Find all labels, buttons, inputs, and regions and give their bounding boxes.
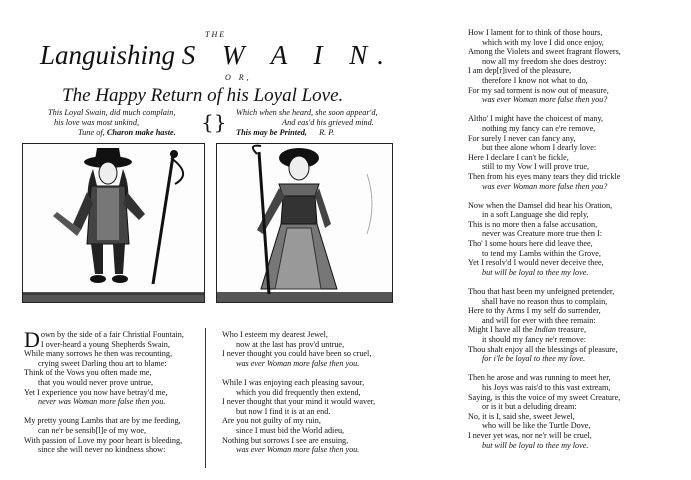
verse-4: [222, 378, 375, 455]
verse-line: Nothing but sorrows I see are ensuing,: [222, 435, 349, 445]
verse-line: Now when the Damsel did hear his Oration,: [468, 200, 613, 210]
woman-figure-icon: [217, 144, 392, 302]
verse-3: [222, 330, 375, 368]
verse-fragment: treasure,: [556, 325, 587, 335]
verse-line: With passion of Love my poor heart is bleeding,: [24, 435, 183, 445]
verse-line: which with my love I did once enjoy,: [482, 37, 604, 47]
verse-line: his Joys was rais'd to this vast extream,: [482, 382, 611, 392]
verse-line: Then he arose and was running to meet her,: [468, 373, 611, 383]
verse-line: My pretty young Lambs that are by me feeding,: [24, 416, 181, 426]
verse-line: but now I find it is at an end.: [236, 406, 331, 416]
title-languishing: Languishing: [40, 40, 176, 70]
verse-line: How I lament for to think of those hours,: [468, 28, 603, 37]
man-figure-icon: [23, 144, 204, 302]
verse-line: therefore I know not what to do,: [482, 75, 588, 85]
verse-1: [24, 327, 184, 407]
verse-line: Thou shalt enjoy all the blessings of pleasure,: [468, 344, 618, 354]
verse-line: Yet I resolv'd I would never deceive thee,: [468, 258, 604, 268]
tune-line: [78, 128, 176, 137]
verse-line: since she will never no kindness show:: [38, 445, 166, 455]
intro-left-line-1: This Loyal Swain, did much complain,: [48, 108, 176, 117]
verse-line: never was Creature more true then I:: [482, 229, 603, 239]
verse-line: Are you not guilty of my ruin,: [222, 416, 321, 426]
verse-refrain: but will be loyal to thee my love.: [482, 440, 589, 450]
verse-8: [468, 287, 621, 364]
verse-line: Then from his eyes many tears they did trickle: [468, 171, 621, 181]
verse-line: I never yet was, nor ne'r will be cruel,: [468, 430, 592, 440]
verse-line: that you would never prove untrue,: [38, 377, 154, 387]
verse-line: While I was enjoying each pleasing savour,: [222, 377, 365, 387]
tune-name: Charon make haste.: [106, 128, 176, 137]
verse-9: [468, 373, 621, 450]
verse-6: [468, 114, 621, 191]
verse-column-3: [468, 28, 621, 450]
verse-line: I am dep[r]ived of the pleasure,: [468, 66, 572, 76]
tune-prefix: Tune of,: [78, 128, 105, 137]
verse-line: Thou that hast been my unfeigned pretender,: [468, 287, 615, 297]
intro-right: [236, 108, 378, 128]
intro-left: [48, 108, 175, 128]
woodcut-man: [22, 143, 205, 303]
license-printed: This may be Printed,: [236, 128, 307, 137]
verse-line: Yet I experience you now have betray'd me,: [24, 387, 168, 397]
verse-refrain: never was Woman more false then you.: [38, 397, 166, 407]
verse-line: Think of the Vows you often made me,: [24, 368, 152, 378]
verse-line: crying sweet Darling thou art to blame:: [38, 358, 167, 368]
title-the: THE: [205, 30, 227, 39]
verse-line: can ne'r be sensib[l]e of my woe,: [38, 425, 147, 435]
verse-line: For my sad torment is now out of measure,: [468, 85, 609, 95]
verse-line: since I must bid the World adieu,: [236, 425, 345, 435]
verse-line: Here to thy Arms I my self do surrender,: [468, 306, 601, 316]
verse-line: which you did frequently then extend,: [236, 387, 361, 397]
verse-5: [468, 28, 621, 105]
verse-refrain: was ever Woman more false then you?: [482, 181, 608, 191]
verse-line: to tend my Lambs within the Grove,: [482, 248, 601, 258]
drop-cap: D: [24, 327, 40, 352]
verse-line: I over-heard a young Shepherds Swain,: [40, 339, 170, 349]
verse-line: it should my fancy ne'r remove:: [482, 335, 587, 344]
verse-line: No, it is I, said she, sweet Jewel,: [468, 411, 575, 421]
verse-line: own by the side of a fair Christial Fountain,: [40, 330, 184, 339]
license-line: [236, 128, 334, 137]
verse-line: While many sorrows he then was recounting,: [24, 349, 173, 359]
verse-line: Among the Violets and sweet fragrant flowers,: [468, 47, 621, 57]
verse-refrain: for i'le be loyal to thee my love.: [482, 354, 586, 364]
verse-refrain: but will be loyal to thee my love.: [482, 267, 589, 277]
intro-brace: {}: [201, 110, 227, 134]
verse-line: now at the last has prov'd untrue,: [236, 339, 345, 349]
title-swain: S W A I N.: [181, 40, 395, 70]
verse-line: shall have no reason thus to complain,: [482, 296, 608, 306]
verse-line: still to my Vow I will prove true,: [482, 162, 590, 172]
verse-line: For surely I never can fancy any,: [468, 133, 576, 143]
verse-line: I never thought you could have been so cruel,: [222, 349, 372, 359]
ballad-title: [40, 40, 394, 71]
verse-line: nothing my fancy can e're remove,: [482, 123, 596, 133]
verse-line: I never thought that your mind it would waver,: [222, 397, 376, 407]
verse-7: [468, 201, 621, 278]
intro-right-line-1: Which when she heard, she soon appear'd,: [236, 108, 378, 117]
verse-2: [24, 416, 182, 454]
woodcut-woman: [216, 143, 393, 303]
verse-line: Altho' I might have the choicest of many,: [468, 114, 604, 124]
verse-line: or is it but a deluding dream:: [482, 402, 577, 412]
intro-left-line-2: his love was most unkind,: [54, 118, 140, 127]
intro-right-line-2: And eas'd his grieved mind.: [282, 118, 374, 127]
verse-line: [468, 325, 621, 335]
verse-line: Who I esteem my dearest Jewel,: [222, 330, 328, 339]
verse-line: in a soft Language she did reply,: [482, 210, 589, 220]
verse-refrain: was ever Woman more false then you?: [482, 95, 608, 105]
verse-line: Tho' I some hours here did leave thee,: [468, 239, 593, 249]
verse-line: now all my freedom she does destroy:: [482, 56, 607, 66]
verse-line: This is no more then a false accusation,: [468, 219, 598, 229]
verse-fragment: Might I have all the: [468, 325, 533, 335]
verse-column-2: [222, 330, 375, 455]
title-or: O R,: [225, 73, 252, 82]
verse-refrain: was ever Woman more false then you.: [236, 445, 360, 455]
verse-line: Here I declare I can't be fickle,: [468, 152, 569, 162]
verse-line: who will be like the Turtle Dove,: [482, 421, 591, 431]
verse-word-indian: Indian: [534, 325, 557, 335]
column-divider: [205, 328, 206, 468]
verse-line: Saying, is this the voice of my sweet Creature,: [468, 392, 621, 402]
ballad-subtitle: The Happy Return of his Loyal Love.: [62, 85, 344, 106]
verse-line: and will for ever with thee remain:: [482, 315, 596, 325]
license-initials: R. P.: [319, 128, 335, 137]
verse-refrain: was ever Woman more false then you.: [236, 358, 360, 368]
verse-line: but thee alone whom I dearly love:: [482, 143, 597, 153]
verse-column-1: [24, 327, 184, 455]
